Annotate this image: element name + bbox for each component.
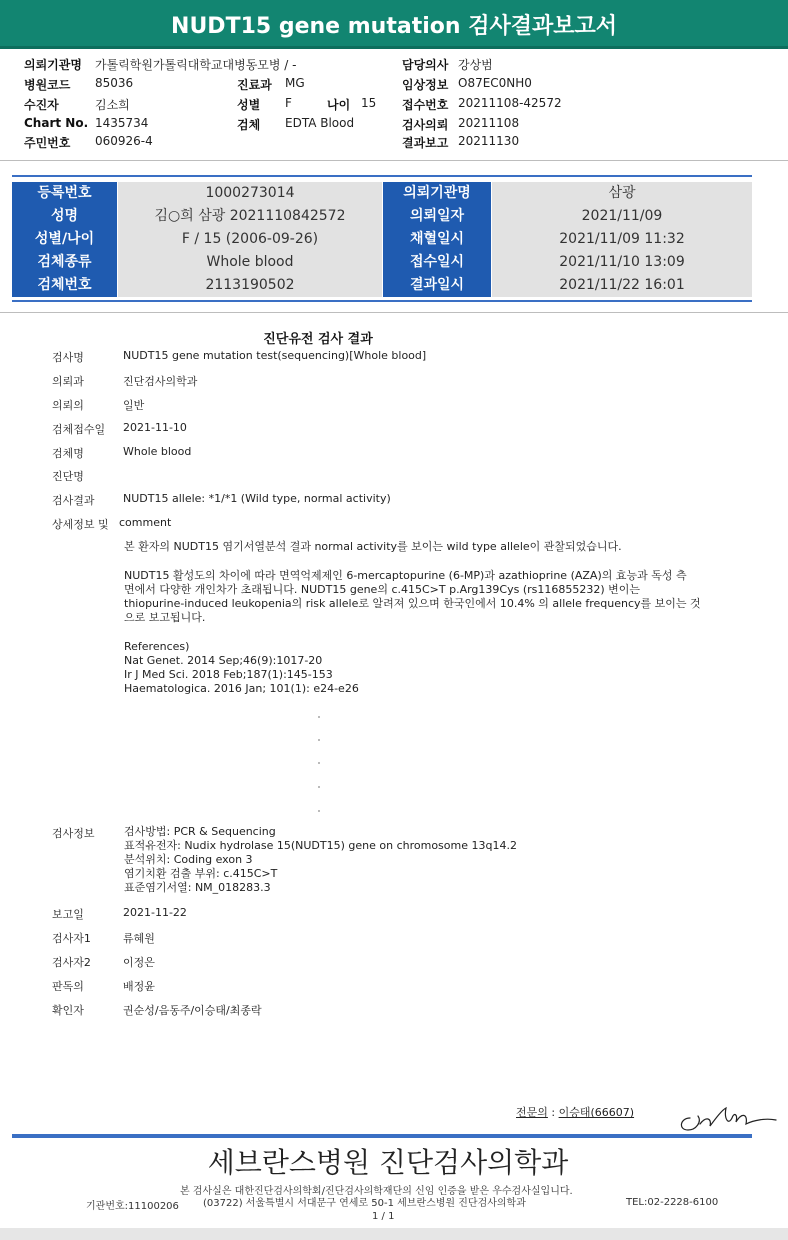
age-value: 15 — [361, 96, 377, 110]
doctor-label: 담당의사 — [402, 58, 449, 72]
test-info-line: 분석위치: Coding exon 3 — [124, 853, 253, 866]
clinical-info-value: O87EC0NH0 — [458, 76, 532, 90]
comment-line: thiopurine-induced leukopenia의 risk allele로 알려져 있으며 한국인에서 10.4% 의 allele frequency를 보이는 것 — [124, 597, 701, 610]
reg-key: 등록번호 — [12, 182, 117, 205]
id-no-value: 060926-4 — [95, 134, 153, 148]
footer-rule — [12, 1134, 752, 1138]
reg-key: 성명 — [12, 205, 117, 228]
page-bottom-strip — [0, 1228, 788, 1240]
address: (03722) 서울특별시 서대문구 연세로 50-1 세브란스병원 진단검사의학과 — [203, 1198, 526, 1209]
reg-value: 2021/11/10 13:09 — [492, 251, 752, 274]
table-bottom-rule — [12, 300, 752, 302]
reg-key: 채혈일시 — [383, 228, 491, 251]
reg-value: 2021/11/22 16:01 — [492, 274, 752, 297]
test-request-value: 20211108 — [458, 116, 520, 130]
dot-mark — [318, 810, 320, 812]
doctor-value: 강상범 — [458, 58, 493, 72]
req-org-label: 의뢰기관명 — [24, 58, 82, 72]
specialist-separator: : — [547, 1106, 559, 1119]
dot-mark — [318, 786, 320, 788]
test-info-line: 표적유전자: Nudix hydrolase 15(NUDT15) gene on chromosome 13q14.2 — [124, 839, 517, 852]
reg-key: 접수일시 — [383, 251, 491, 274]
req-org-value: 가톨릭학원가톨릭대학교대병동모병 / - — [95, 58, 297, 72]
result-key: 상세정보 및 — [52, 518, 109, 531]
table-row — [12, 251, 752, 274]
reg-key: 성별/나이 — [12, 228, 117, 251]
reg-key: 의뢰일자 — [383, 205, 491, 228]
reference-line: Nat Genet. 2014 Sep;46(9):1017-20 — [124, 654, 323, 667]
reg-key: 의뢰기관명 — [383, 182, 491, 205]
reg-value: 2021/11/09 11:32 — [492, 228, 752, 251]
sex-value: F — [285, 96, 292, 110]
result-value: Whole blood — [123, 445, 192, 458]
table-row — [12, 182, 752, 205]
comment-line: 면에서 다양한 개인차가 초래됩니다. NUDT15 gene의 c.415C>T p.Arg139Cys (rs116855232) 변이는 — [124, 583, 641, 596]
receipt-no-value: 20211108-42572 — [458, 96, 562, 110]
dot-mark — [318, 762, 320, 764]
result-value: NUDT15 allele: *1/*1 (Wild type, normal activity) — [123, 492, 391, 505]
specialist-label: 전문의 — [516, 1106, 548, 1119]
signature-image — [676, 1100, 780, 1136]
result-key: 확인자 — [52, 1004, 84, 1017]
report-title: NUDT15 gene mutation 검사결과보고서 — [171, 14, 617, 39]
chart-no-label: Chart No. — [24, 116, 89, 130]
patient-label: 수진자 — [24, 98, 59, 112]
specialist-value: 이승태(66607) — [558, 1106, 635, 1119]
result-value: 일반 — [123, 399, 145, 412]
dot-mark — [318, 716, 320, 718]
patient-header — [0, 0, 788, 160]
result-value: 2021-11-10 — [123, 421, 187, 434]
test-info-line: 염기치환 검출 부위: c.415C>T — [124, 867, 278, 880]
result-key: 검사명 — [52, 351, 84, 364]
result-key: 검사자1 — [52, 932, 91, 945]
section-title: 진단유전 검사 결과 — [263, 332, 373, 347]
specimen-label: 검체 — [237, 118, 261, 132]
table-row — [12, 205, 752, 228]
org-code: 기관번호:11100206 — [86, 1201, 179, 1212]
result-report-value: 20211130 — [458, 134, 520, 148]
patient-value: 김소희 — [95, 98, 130, 112]
table-row — [12, 228, 752, 251]
chart-no-value: 1435734 — [95, 116, 149, 130]
result-key: 판독의 — [52, 980, 84, 993]
dept-label: 진료과 — [237, 78, 272, 92]
reg-value: 1000273014 — [118, 182, 382, 205]
result-key: 검사결과 — [52, 494, 95, 507]
table-top-rule — [12, 175, 752, 177]
reg-value: 2021/11/09 — [492, 205, 752, 228]
clinical-info-label: 임상정보 — [402, 78, 449, 92]
reg-value: 2113190502 — [118, 274, 382, 297]
result-value: 권순성/음동주/이승태/최종락 — [123, 1004, 262, 1017]
sex-label: 성별 — [237, 98, 261, 112]
table-divider — [0, 312, 788, 313]
header-divider — [0, 160, 788, 161]
reference-line: Haematologica. 2016 Jan; 101(1): e24-e26 — [124, 682, 359, 695]
test-info-line: 검사방법: PCR & Sequencing — [124, 825, 276, 838]
reference-line: Ir J Med Sci. 2018 Feb;187(1):145-153 — [124, 668, 333, 681]
reg-value: Whole blood — [118, 251, 382, 274]
reg-value: F / 15 (2006-09-26) — [118, 228, 382, 251]
result-value: NUDT15 gene mutation test(sequencing)[Whole blood] — [123, 349, 427, 362]
test-request-label: 검사의뢰 — [402, 118, 449, 132]
result-key: 검사자2 — [52, 956, 91, 969]
reg-value: 삼광 — [492, 182, 752, 205]
telephone: TEL:02-2228-6100 — [626, 1197, 719, 1208]
dept-value: MG — [285, 76, 305, 90]
result-key: 보고일 — [52, 908, 84, 921]
test-info-line: 표준염기서열: NM_018283.3 — [124, 881, 271, 894]
table-row — [12, 274, 752, 297]
result-key: 진단명 — [52, 470, 84, 483]
reg-key: 결과일시 — [383, 274, 491, 297]
specialist-contact — [516, 1104, 634, 1120]
result-key: 검체접수일 — [52, 423, 106, 436]
reference-line: References) — [124, 640, 190, 653]
result-value: 배정윤 — [123, 980, 155, 993]
test-info-label: 검사정보 — [52, 827, 95, 840]
comment-line: 본 환자의 NUDT15 염기서열분석 결과 normal activity를 보이는 wild type allele이 관찰되었습니다. — [124, 540, 622, 553]
result-value: 류혜원 — [123, 932, 155, 945]
result-value: 진단검사의학과 — [123, 375, 198, 388]
page-number: 1 / 1 — [372, 1211, 395, 1222]
result-value: comment — [119, 516, 172, 529]
institution-name: 세브란스병원 진단검사의학과 — [207, 1146, 569, 1179]
result-value: 2021-11-22 — [123, 906, 187, 919]
hospital-code-label: 병원코드 — [24, 78, 71, 92]
comment-line: NUDT15 활성도의 차이에 따라 면역억제제인 6-mercaptopurine (6-MP)과 azathioprine (AZA)의 효능과 독성 측 — [124, 569, 687, 582]
result-report-label: 결과보고 — [402, 136, 449, 150]
result-key: 의뢰의 — [52, 399, 84, 412]
id-no-label: 주민번호 — [24, 136, 71, 150]
result-value: 이정은 — [123, 956, 155, 969]
reg-key: 검체종류 — [12, 251, 117, 274]
result-key: 의뢰과 — [52, 375, 84, 388]
reg-key: 검체번호 — [12, 274, 117, 297]
age-label: 나이 — [327, 98, 351, 112]
hospital-code-value: 85036 — [95, 76, 134, 90]
reg-value: 김○희 삼광 2021110842572 — [118, 205, 382, 228]
comment-line: 으로 보고됩니다. — [124, 611, 206, 624]
dot-mark — [318, 739, 320, 741]
result-key: 검체명 — [52, 447, 84, 460]
specimen-value: EDTA Blood — [285, 116, 355, 130]
receipt-no-label: 접수번호 — [402, 98, 449, 112]
certification-note: 본 검사실은 대한진단검사의학회/진단검사의학재단의 신임 인증을 받은 우수검사실입니다. — [180, 1186, 573, 1197]
